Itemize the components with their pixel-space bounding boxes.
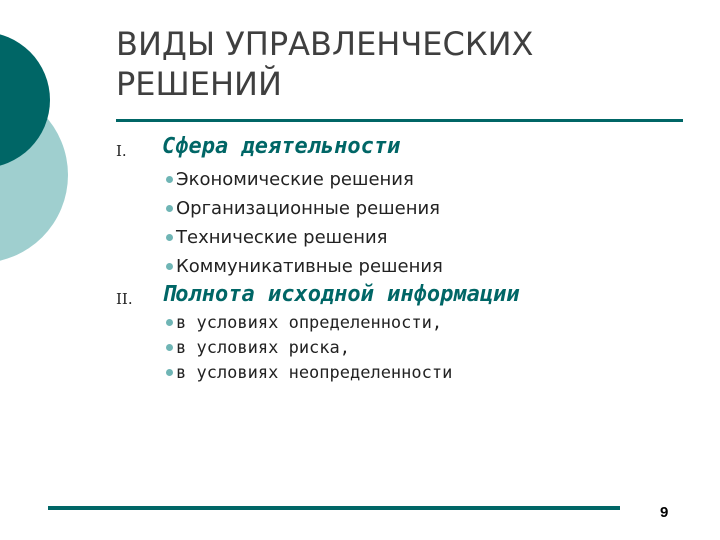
section-number-2: II. bbox=[116, 290, 133, 308]
bullet-icon bbox=[166, 234, 173, 241]
list-item: в условиях определенности, bbox=[166, 311, 452, 336]
slide-title: ВИДЫ УПРАВЛЕНЧЕСКИХ РЕШЕНИЙ bbox=[116, 25, 534, 103]
bullet-icon bbox=[166, 319, 173, 326]
title-divider bbox=[116, 119, 683, 122]
bullet-icon bbox=[166, 344, 173, 351]
list-item: Экономические решения bbox=[166, 165, 443, 194]
section-heading-1: Сфера деятельности bbox=[162, 134, 401, 159]
page-number: 9 bbox=[660, 504, 669, 521]
bullet-icon bbox=[166, 176, 173, 183]
list-item: Технические решения bbox=[166, 223, 443, 252]
section-heading-2: Полнота исходной информации bbox=[162, 282, 520, 307]
section-list-1 bbox=[166, 165, 443, 281]
section-number-1: I. bbox=[116, 142, 127, 160]
bullet-icon bbox=[166, 263, 173, 270]
list-item: в условиях неопределенности bbox=[166, 361, 452, 386]
footer-divider bbox=[48, 506, 620, 510]
bullet-icon bbox=[166, 369, 173, 376]
list-item: в условиях риска, bbox=[166, 336, 452, 361]
list-item: Организационные решения bbox=[166, 194, 443, 223]
bullet-icon bbox=[166, 205, 173, 212]
section-list-2 bbox=[166, 311, 452, 386]
decorative-circles bbox=[0, 0, 120, 300]
list-item: Коммуникативные решения bbox=[166, 252, 443, 281]
